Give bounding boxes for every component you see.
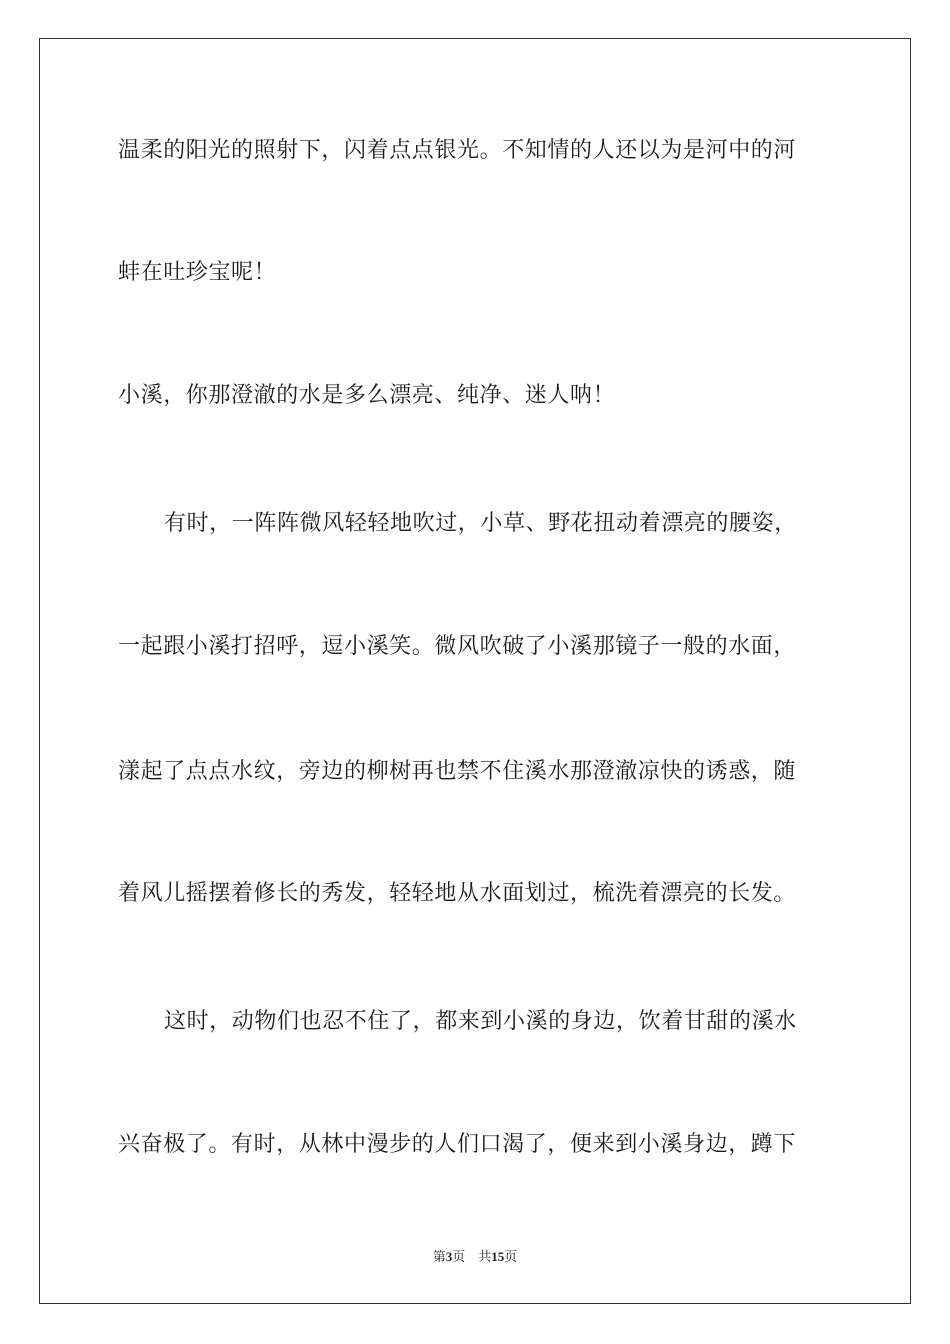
text-line: 有时，一阵阵微风轻轻地吹过，小草、野花扭动着漂亮的腰姿， [164,511,797,536]
page-suffix: 页 [452,1249,466,1264]
text-line: 蚌在吐珍宝呢！ [118,260,277,285]
text-line: 温柔的阳光的照射下，闪着点点银光。不知情的人还以为是河中的河 [118,138,797,163]
text-line: 这时，动物们也忍不住了，都来到小溪的身边，饮着甘甜的溪水 [164,1009,797,1034]
total-suffix: 页 [504,1249,518,1264]
page-number: 3 [445,1249,453,1264]
text-line: 着风儿摇摆着修长的秀发，轻轻地从水面划过，梳洗着漂亮的长发。 [118,881,797,906]
text-line: 一起跟小溪打招呼，逗小溪笑。微风吹破了小溪那镜子一般的水面， [118,634,797,659]
page-prefix: 第 [432,1249,446,1264]
page-border [39,38,911,1304]
text-line: 兴奋极了。有时，从林中漫步的人们口渴了，便来到小溪身边，蹲下 [118,1132,797,1157]
total-pages: 15 [491,1249,505,1264]
total-prefix: 共 [478,1249,492,1264]
text-line: 漾起了点点水纹，旁边的柳树再也禁不住溪水那澄澈凉快的诱惑，随 [118,759,797,784]
text-line: 小溪，你那澄澈的水是多么漂亮、纯净、迷人呐！ [118,383,616,408]
page-footer [0,1246,950,1265]
